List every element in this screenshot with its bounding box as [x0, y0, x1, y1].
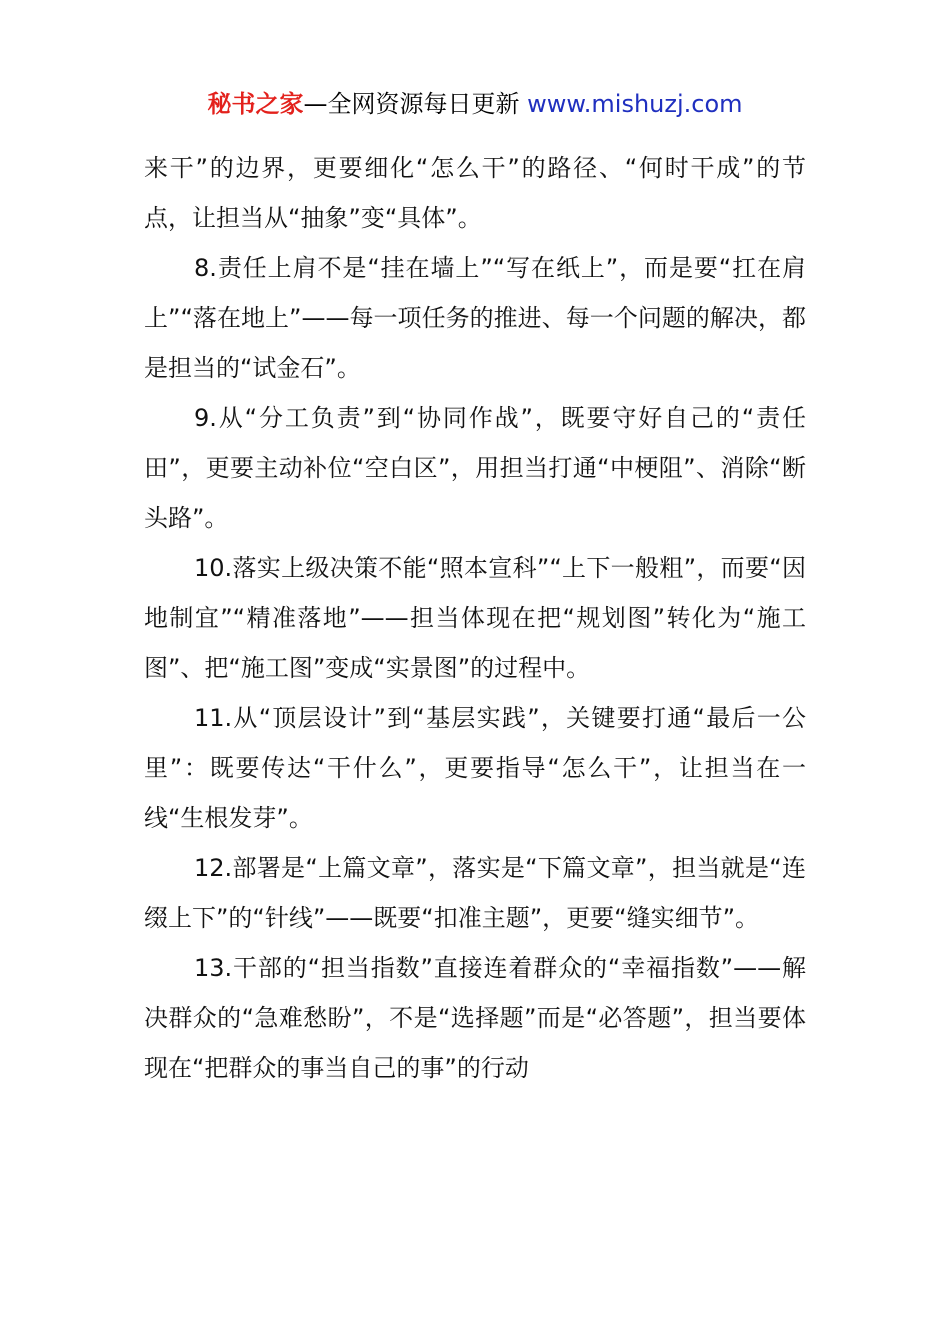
paragraph-item-11: 11.从“顶层设计”到“基层实践”，关键要打通“最后一公里”：既要传达“干什么”，更要指导“怎么干”，让担当在一线“生根发芽”。	[144, 704, 806, 832]
page-header	[0, 86, 950, 122]
site-url: www.mishuzj.com	[527, 90, 743, 118]
paragraph-item-9: 9.从“分工负责”到“协同作战”，既要守好自己的“责任田”，更要主动补位“空白区”，用担当打通“中梗阻”、消除“断头路”。	[144, 404, 806, 532]
paragraph-item-12: 12.部署是“上篇文章”，落实是“下篇文章”，担当就是“连缀上下”的“针线”——既要“扣准主题”，更要“缝实细节”。	[144, 854, 806, 932]
header-slogan: —全网资源每日更新	[303, 90, 520, 118]
paragraph-item-8: 8.责任上肩不是“挂在墙上”“写在纸上”，而是要“扛在肩上”“落在地上”——每一项任务的推进、每一个问题的解决，都是担当的“试金石”。	[144, 254, 806, 382]
paragraph-item-13: 13.干部的“担当指数”直接连着群众的“幸福指数”——解决群众的“急难愁盼”，不是“选择题”而是“必答题”，担当要体现在“把群众的事当自己的事”的行动	[144, 954, 806, 1082]
paragraph-continuation: 来干”的边界，更要细化“怎么干”的路径、“何时干成”的节点，让担当从“抽象”变“具体”。	[144, 154, 806, 232]
document-body	[144, 143, 806, 1093]
paragraph-item-10: 10.落实上级决策不能“照本宣科”“上下一般粗”，而要“因地制宜”“精准落地”——担当体现在把“规划图”转化为“施工图”、把“施工图”变成“实景图”的过程中。	[144, 554, 806, 682]
brand-name: 秘书之家	[207, 90, 304, 118]
